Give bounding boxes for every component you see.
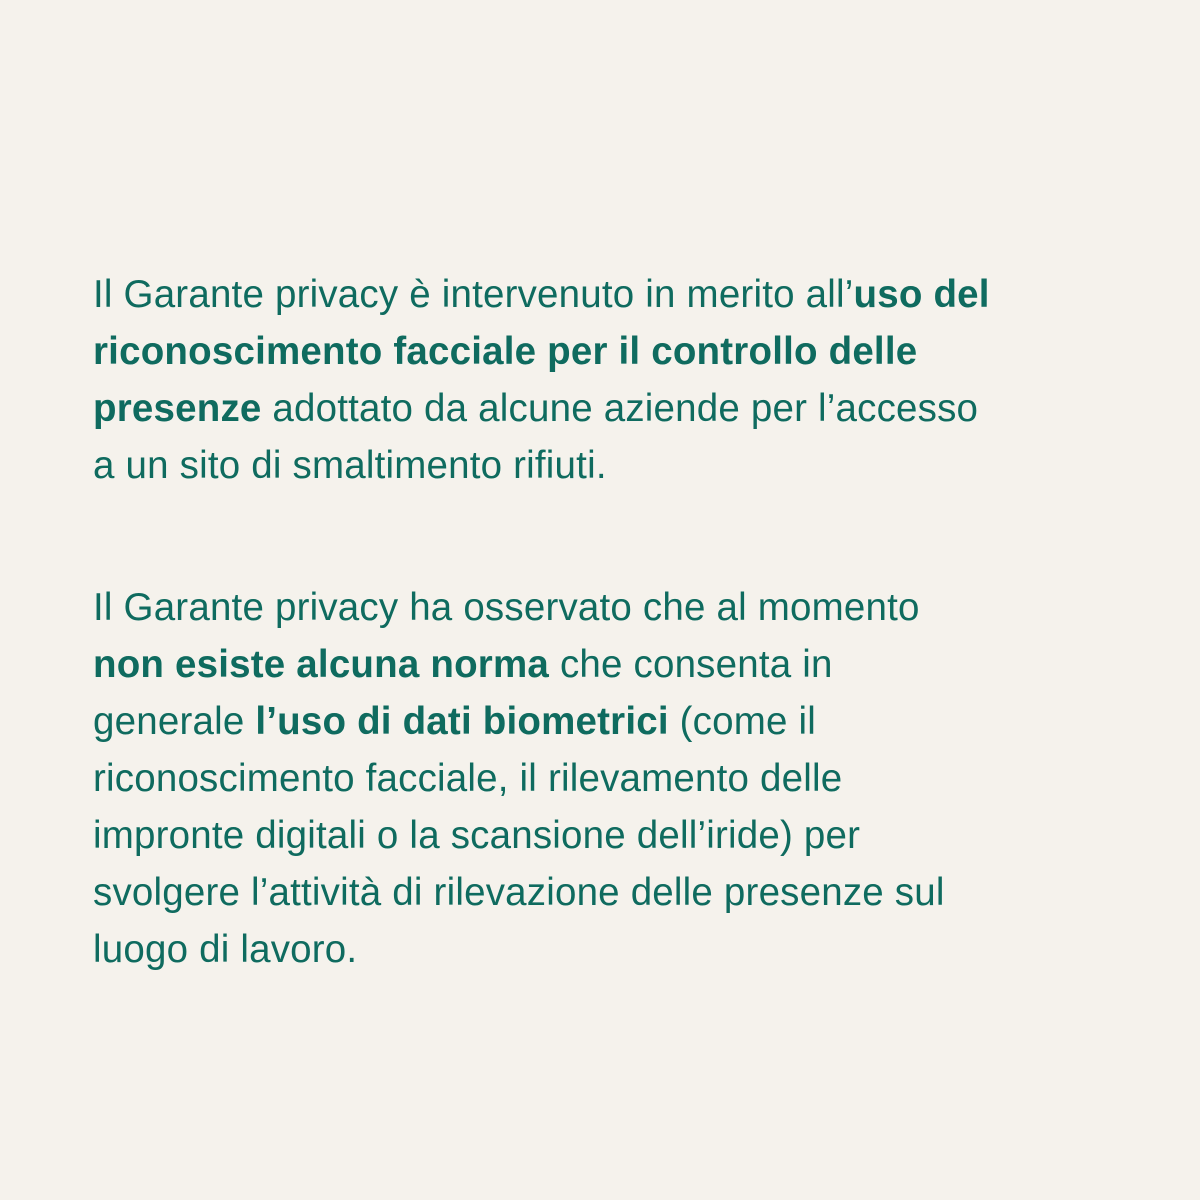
text-segment: che consenta in [549,643,833,686]
paragraph-intervention [93,266,1133,494]
text-segment: riconoscimento facciale, il rilevamento delle [93,757,843,800]
text-segment: adottato da alcune aziende per l’accesso [261,387,979,430]
highlighted-text: uso del [853,273,990,316]
highlighted-text: l’uso di dati biometrici [255,700,669,743]
text-segment: impronte digitali o la scansione dell’iride) per [93,814,861,857]
text-line [93,579,1133,636]
text-segment: Il Garante privacy ha osservato che al momento [93,586,920,629]
text-line [93,807,1133,864]
text-line [93,437,1133,494]
text-segment: a un sito di smaltimento rifiuti. [93,444,607,487]
text-segment: generale [93,700,256,743]
highlighted-text: non esiste alcuna norma [93,643,550,686]
text-line [93,864,1133,921]
paragraph-observation [93,579,1133,978]
text-line [93,750,1133,807]
text-line [93,636,1133,693]
highlighted-text: riconoscimento facciale per il controllo delle [93,330,918,373]
text-line [93,266,1133,323]
text-content [93,266,1133,978]
text-segment: luogo di lavoro. [93,928,358,971]
text-line [93,921,1133,978]
highlighted-text: presenze [93,387,262,430]
text-segment: (come il [668,700,816,743]
text-line [93,323,1133,380]
text-line [93,693,1133,750]
text-segment: svolgere l’attività di rilevazione delle presenze sul [93,871,945,914]
text-line [93,380,1133,437]
text-segment: Il Garante privacy è intervenuto in merito all’ [93,273,854,316]
